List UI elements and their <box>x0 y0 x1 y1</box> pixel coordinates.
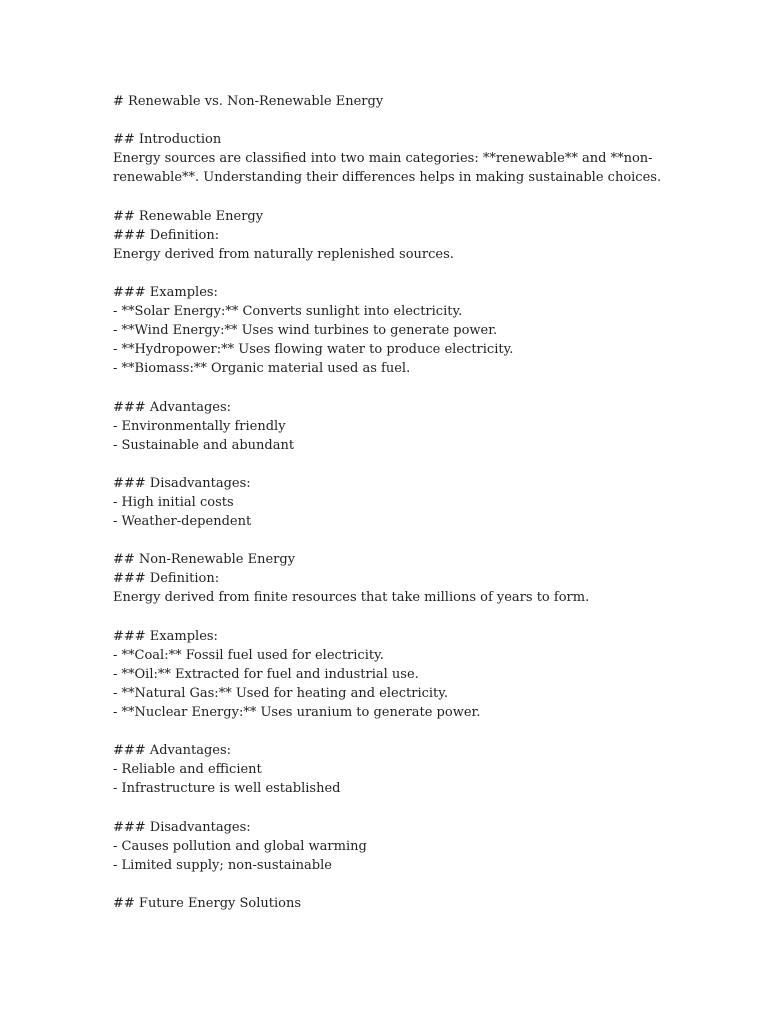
text-line: Energy derived from naturally replenished sources. <box>113 246 454 262</box>
blank-line <box>113 378 733 397</box>
subheading-line: ### Advantages: <box>113 743 232 759</box>
list-item-line: - Weather-dependent <box>113 514 252 530</box>
list-item-line: - **Natural Gas:** Used for heating and electricity. <box>113 685 449 701</box>
section-heading-line: ## Non-Renewable Energy <box>113 552 296 568</box>
list-item-line: - **Hydropower:** Uses flowing water to produce electricity. <box>113 342 514 358</box>
blank-line <box>113 187 733 206</box>
list-item-line: - Causes pollution and global warming <box>113 838 367 854</box>
subheading-line: ### Disadvantages: <box>113 475 251 491</box>
list-item-line: - Sustainable and abundant <box>113 437 295 453</box>
document-page <box>113 92 733 913</box>
subheading-line: ### Examples: <box>113 628 218 644</box>
blank-line <box>113 608 733 627</box>
subheading-line: ### Advantages: <box>113 399 232 415</box>
subheading-line: ### Definition: <box>113 227 220 243</box>
document-title-line: # Renewable vs. Non-Renewable Energy <box>113 94 384 109</box>
section-heading-line: ## Renewable Energy <box>113 208 264 224</box>
list-item-line: - High initial costs <box>113 494 234 510</box>
list-item-line: - **Solar Energy:** Converts sunlight into electricity. <box>113 304 463 320</box>
subheading-line: ### Disadvantages: <box>113 819 251 835</box>
blank-line <box>113 875 733 894</box>
section-heading-line: ## Introduction <box>113 132 222 148</box>
list-item-line: - **Biomass:** Organic material used as fuel. <box>113 361 411 377</box>
blank-line <box>113 722 733 741</box>
blank-line <box>113 455 733 474</box>
list-item-line: - **Nuclear Energy:** Uses uranium to generate power. <box>113 705 481 720</box>
subheading-line: ### Definition: <box>113 571 220 587</box>
blank-line <box>113 111 733 130</box>
blank-line <box>113 798 733 817</box>
blank-line <box>113 264 733 283</box>
list-item-line: - Environmentally friendly <box>113 418 286 434</box>
list-item-line: - Reliable and efficient <box>113 762 262 778</box>
section-heading-line: ## Future Energy Solutions <box>113 895 302 911</box>
list-item-line: - **Wind Energy:** Uses wind turbines to generate power. <box>113 323 498 339</box>
text-line: Energy derived from finite resources that take millions of years to form. <box>113 590 590 606</box>
subheading-line: ### Examples: <box>113 284 218 300</box>
list-item-line: - **Coal:** Fossil fuel used for electricity. <box>113 647 384 663</box>
list-item-line: - Limited supply; non-sustainable <box>113 857 332 873</box>
text-line: Energy sources are classified into two main categories: **renewable** and **non- <box>113 151 653 167</box>
blank-line <box>113 531 733 550</box>
document-body <box>113 92 733 913</box>
text-line: renewable**. Understanding their differences helps in making sustainable choices. <box>113 170 662 186</box>
list-item-line: - Infrastructure is well established <box>113 781 341 797</box>
list-item-line: - **Oil:** Extracted for fuel and industrial use. <box>113 666 419 682</box>
